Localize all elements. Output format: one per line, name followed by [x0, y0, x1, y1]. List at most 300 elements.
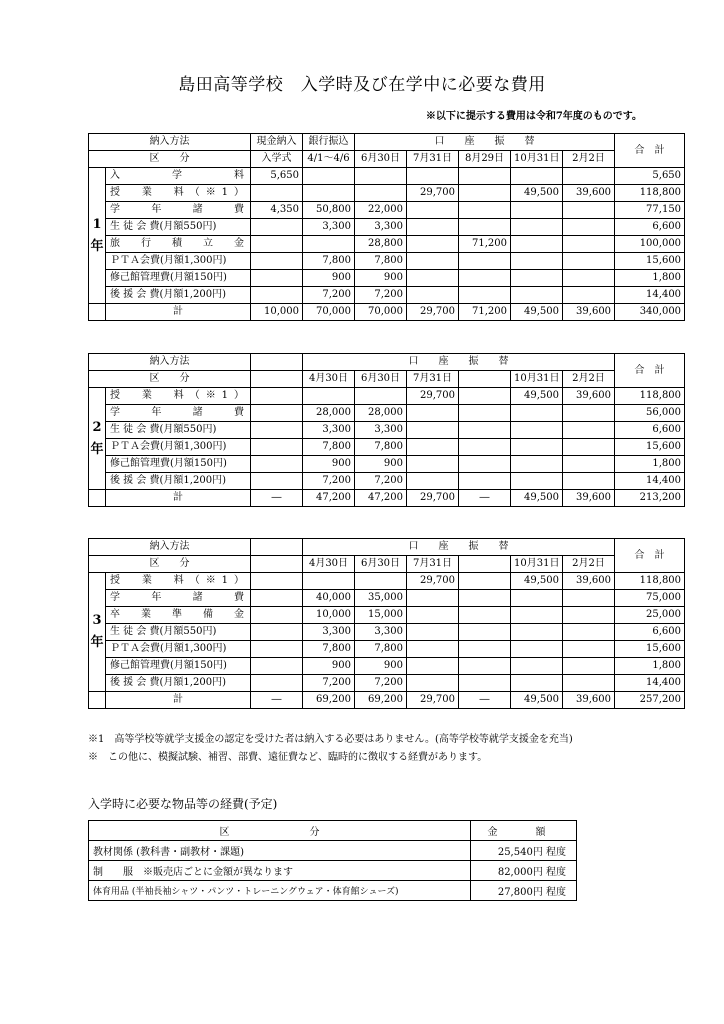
fee-item-label: 後 援 会 費(月額1,200円) [106, 287, 251, 304]
fee-amount: 40,000 [303, 590, 355, 607]
fee-amount [407, 168, 459, 185]
fee-amount: 22,000 [355, 202, 407, 219]
fee-amount: 3,300 [303, 624, 355, 641]
sum-amount: 71,200 [459, 304, 511, 321]
fee-amount [511, 236, 563, 253]
fee-amount: 900 [355, 270, 407, 287]
sum-amount: 39,600 [563, 490, 615, 507]
fee-amount [511, 641, 563, 658]
fee-row-total: 15,600 [615, 253, 685, 270]
fee-amount [459, 624, 511, 641]
fee-amount [407, 202, 459, 219]
fee-amount [511, 439, 563, 456]
fee-amount [303, 185, 355, 202]
fee-item-label: 生 徒 会 費(月額550円) [106, 624, 251, 641]
fee-item-label: 後 援 会 費(月額1,200円) [106, 675, 251, 692]
sum-amount: 70,000 [355, 304, 407, 321]
fee-amount [459, 473, 511, 490]
sum-amount: 10,000 [251, 304, 303, 321]
fee-amount: 900 [355, 456, 407, 473]
fee-row-total: 14,400 [615, 675, 685, 692]
fee-row-total: 1,800 [615, 658, 685, 675]
fee-amount [563, 219, 615, 236]
fee-amount: 900 [303, 270, 355, 287]
header-payment-method: 納入方法 [89, 134, 251, 151]
header-date: 入学式 [251, 151, 303, 168]
fee-amount [459, 405, 511, 422]
fee-item-label: 授 業 料（※1） [106, 388, 251, 405]
sum-amount: ― [459, 490, 511, 507]
fee-amount [407, 439, 459, 456]
fee-amount [407, 473, 459, 490]
fee-amount [459, 219, 511, 236]
fee-row-total: 100,000 [615, 236, 685, 253]
fee-amount [407, 624, 459, 641]
fee-amount [407, 422, 459, 439]
fee-amount [459, 456, 511, 473]
fee-amount [251, 439, 303, 456]
fee-amount [251, 236, 303, 253]
header-row-dates [89, 151, 685, 168]
header-total: 合 計 [615, 539, 685, 573]
goods-header-category: 区 分 [89, 821, 471, 841]
fee-amount: 28,800 [355, 236, 407, 253]
fee-amount: 39,600 [563, 388, 615, 405]
sum-amount: 69,200 [303, 692, 355, 709]
sum-amount: ― [251, 490, 303, 507]
fee-amount [251, 641, 303, 658]
goods-section-title: 入学時に必要な物品等の経費(予定) [88, 797, 278, 811]
fee-amount: 900 [355, 658, 407, 675]
fee-amount: 29,700 [407, 573, 459, 590]
fee-amount [251, 185, 303, 202]
header-row-payment-method [89, 134, 685, 151]
fee-amount: 71,200 [459, 236, 511, 253]
fee-row-total: 1,800 [615, 456, 685, 473]
fee-amount [459, 439, 511, 456]
header-date: 10月31日 [511, 151, 563, 168]
fee-amount [563, 658, 615, 675]
sum-amount: 47,200 [303, 490, 355, 507]
fee-item-label: 生 徒 会 費(月額550円) [106, 219, 251, 236]
sum-amount: 70,000 [303, 304, 355, 321]
grade-label: 1 年 [89, 168, 106, 304]
fee-amount: 900 [303, 658, 355, 675]
fee-row [89, 236, 685, 253]
fee-row [89, 388, 685, 405]
goods-amount: 82,000円 程度 [471, 861, 577, 881]
fee-amount: 50,800 [303, 202, 355, 219]
sum-label: 計 [106, 490, 251, 507]
fee-amount [511, 219, 563, 236]
header-account-transfer: 口 座 振 替 [303, 539, 615, 556]
fee-amount: 7,200 [355, 287, 407, 304]
fee-amount: 7,800 [303, 253, 355, 270]
fee-amount [407, 607, 459, 624]
fee-amount: 10,000 [303, 607, 355, 624]
fee-amount [407, 675, 459, 692]
fee-amount [511, 287, 563, 304]
fee-amount [407, 253, 459, 270]
year2-fee-table [88, 353, 685, 507]
fee-row [89, 185, 685, 202]
header-date: 6月30日 [355, 556, 407, 573]
fee-amount [563, 675, 615, 692]
fee-row [89, 422, 685, 439]
page-title: 島田高等学校 入学時及び在学中に必要な費用 [178, 75, 546, 95]
header-date: 4月30日 [303, 371, 355, 388]
fee-amount [407, 456, 459, 473]
goods-amount: 25,540円 程度 [471, 841, 577, 861]
fee-amount: 3,300 [355, 422, 407, 439]
fee-item-label: 修己館管理費(月額150円) [106, 270, 251, 287]
fee-item-label: 修己館管理費(月額150円) [106, 456, 251, 473]
sum-grand-total: 340,000 [615, 304, 685, 321]
fee-amount [407, 219, 459, 236]
fee-row [89, 287, 685, 304]
fee-row-total: 15,600 [615, 439, 685, 456]
fee-amount [563, 253, 615, 270]
fee-amount [459, 168, 511, 185]
fee-row [89, 405, 685, 422]
header-row-dates [89, 371, 685, 388]
fee-amount [407, 658, 459, 675]
fee-row-total: 14,400 [615, 473, 685, 490]
fee-amount [563, 270, 615, 287]
fee-item-label: ＰＴＡ会費(月額1,300円) [106, 439, 251, 456]
fee-amount [563, 202, 615, 219]
header-date: 10月31日 [511, 371, 563, 388]
header-row-payment-method [89, 539, 685, 556]
fee-amount [459, 388, 511, 405]
header-date: 2月2日 [563, 371, 615, 388]
sum-row [89, 692, 685, 709]
header-category: 区 分 [89, 556, 251, 573]
fee-item-label: 旅 行 積 立 金 [106, 236, 251, 253]
header-account-transfer: 口 座 振 替 [355, 134, 615, 151]
header-date: 8月29日 [459, 151, 511, 168]
goods-amount: 27,800円 程度 [471, 881, 577, 901]
goods-table [88, 820, 577, 901]
fee-row [89, 439, 685, 456]
fee-row [89, 473, 685, 490]
fee-amount [511, 405, 563, 422]
header-blank [251, 539, 303, 556]
header-account-transfer: 口 座 振 替 [303, 354, 615, 371]
sum-amount: 39,600 [563, 304, 615, 321]
header-bank-transfer: 銀行振込 [303, 134, 355, 151]
fee-amount: 7,200 [303, 675, 355, 692]
fee-amount [511, 473, 563, 490]
fee-amount [355, 168, 407, 185]
fee-amount: 5,650 [251, 168, 303, 185]
fee-amount [251, 456, 303, 473]
grade-label: 3 年 [89, 573, 106, 692]
sum-spacer [89, 304, 106, 321]
fee-row-total: 6,600 [615, 219, 685, 236]
fee-row-total: 75,000 [615, 590, 685, 607]
header-date [251, 556, 303, 573]
sum-amount: 49,500 [511, 304, 563, 321]
fee-amount [251, 388, 303, 405]
fee-amount [303, 168, 355, 185]
fee-row-total: 118,800 [615, 185, 685, 202]
fee-amount [459, 590, 511, 607]
sum-amount: ― [459, 692, 511, 709]
sum-label: 計 [106, 692, 251, 709]
fee-amount: 7,800 [303, 641, 355, 658]
goods-row [89, 861, 577, 881]
fee-amount [511, 422, 563, 439]
fee-amount [563, 168, 615, 185]
fee-amount [459, 658, 511, 675]
fee-amount: 49,500 [511, 388, 563, 405]
fee-amount [563, 641, 615, 658]
goods-item: 教材関係 (教科書・副教材・課題) [89, 841, 471, 861]
fee-amount: 3,300 [355, 219, 407, 236]
fee-amount [407, 287, 459, 304]
fee-amount [563, 473, 615, 490]
header-payment-method: 納入方法 [89, 539, 251, 556]
fee-amount [459, 607, 511, 624]
header-row-payment-method [89, 354, 685, 371]
fee-amount: 7,800 [355, 641, 407, 658]
goods-row [89, 881, 577, 901]
header-total: 合 計 [615, 134, 685, 168]
fee-amount [563, 287, 615, 304]
header-category: 区 分 [89, 371, 251, 388]
fee-amount [251, 607, 303, 624]
fee-row [89, 607, 685, 624]
goods-row [89, 841, 577, 861]
fee-amount [251, 270, 303, 287]
fee-amount: 39,600 [563, 185, 615, 202]
sum-grand-total: 213,200 [615, 490, 685, 507]
fee-row [89, 641, 685, 658]
fee-amount: 29,700 [407, 388, 459, 405]
fee-amount [511, 658, 563, 675]
sum-label: 計 [106, 304, 251, 321]
goods-header-row [89, 821, 577, 841]
sum-amount: 49,500 [511, 490, 563, 507]
fee-amount [251, 405, 303, 422]
fee-amount [511, 202, 563, 219]
sum-amount: ― [251, 692, 303, 709]
fee-amount: 7,800 [355, 439, 407, 456]
sum-amount: 29,700 [407, 304, 459, 321]
fee-amount [459, 185, 511, 202]
fee-amount: 7,800 [303, 439, 355, 456]
fee-row [89, 270, 685, 287]
fee-amount [459, 287, 511, 304]
fee-row [89, 573, 685, 590]
sum-amount: 69,200 [355, 692, 407, 709]
sum-row [89, 304, 685, 321]
fee-item-label: 後 援 会 費(月額1,200円) [106, 473, 251, 490]
footnote-2: ※ この他に、模擬試験、補習、部費、遠征費など、臨時的に徴収する経費があります。 [88, 752, 488, 763]
fee-row [89, 658, 685, 675]
fee-amount [407, 590, 459, 607]
sum-spacer [89, 490, 106, 507]
sum-amount: 47,200 [355, 490, 407, 507]
fee-row-total: 118,800 [615, 573, 685, 590]
fee-item-label: 修己館管理費(月額150円) [106, 658, 251, 675]
fee-item-label: 授 業 料（※1） [106, 573, 251, 590]
header-date: 2月2日 [563, 556, 615, 573]
fee-amount [407, 270, 459, 287]
header-total: 合 計 [615, 354, 685, 388]
fee-amount [251, 675, 303, 692]
fee-amount [355, 388, 407, 405]
fee-amount [563, 236, 615, 253]
sum-amount: 29,700 [407, 490, 459, 507]
fee-amount: 4,350 [251, 202, 303, 219]
fee-row-total: 25,000 [615, 607, 685, 624]
fee-amount [303, 236, 355, 253]
fee-amount [459, 573, 511, 590]
fee-row [89, 675, 685, 692]
fee-amount [251, 573, 303, 590]
fee-amount [355, 185, 407, 202]
header-date: 4/1～4/6 [303, 151, 355, 168]
header-category: 区 分 [89, 151, 251, 168]
fee-amount [251, 590, 303, 607]
fee-row-total: 14,400 [615, 287, 685, 304]
sum-spacer [89, 692, 106, 709]
fee-row-total: 118,800 [615, 388, 685, 405]
fee-item-label: 学 年 諸 費 [106, 405, 251, 422]
sum-row [89, 490, 685, 507]
fee-amount [563, 439, 615, 456]
footnotes [88, 731, 573, 767]
fee-row-total: 56,000 [615, 405, 685, 422]
footnote-1: ※1 高等学校等就学支援金の認定を受けた者は納入する必要はありません。(高等学校等就学支援金を充当) [88, 734, 573, 745]
fee-amount [251, 253, 303, 270]
fee-amount [355, 573, 407, 590]
fee-amount [511, 675, 563, 692]
sum-amount: 29,700 [407, 692, 459, 709]
fee-amount [459, 202, 511, 219]
fee-amount: 29,700 [407, 185, 459, 202]
fiscal-year-note: ※以下に提示する費用は令和7年度のものです。 [425, 111, 642, 122]
header-date [251, 371, 303, 388]
fee-amount: 3,300 [303, 422, 355, 439]
fee-amount [563, 590, 615, 607]
header-date: 7月31日 [407, 151, 459, 168]
fee-row-total: 6,600 [615, 422, 685, 439]
fee-amount: 35,000 [355, 590, 407, 607]
fee-item-label: ＰＴＡ会費(月額1,300円) [106, 641, 251, 658]
fee-amount [511, 607, 563, 624]
header-row-dates [89, 556, 685, 573]
fee-item-label: 入 学 料 [106, 168, 251, 185]
fee-amount [459, 641, 511, 658]
fee-row-total: 15,600 [615, 641, 685, 658]
header-date [459, 556, 511, 573]
fee-amount [563, 422, 615, 439]
fee-row-total: 5,650 [615, 168, 685, 185]
header-cash: 現金納入 [251, 134, 303, 151]
grade-label: 2 年 [89, 388, 106, 490]
fee-amount: 39,600 [563, 573, 615, 590]
fee-amount [511, 456, 563, 473]
header-payment-method: 納入方法 [89, 354, 251, 371]
fee-amount [511, 624, 563, 641]
fee-row [89, 456, 685, 473]
fee-item-label: 学 年 諸 費 [106, 202, 251, 219]
fee-row [89, 253, 685, 270]
fee-amount [251, 422, 303, 439]
goods-item: 制 服 ※販売店ごとに金額が異なります [89, 861, 471, 881]
fee-amount [511, 270, 563, 287]
fee-row [89, 624, 685, 641]
header-date: 10月31日 [511, 556, 563, 573]
fee-amount [251, 219, 303, 236]
fee-amount [511, 168, 563, 185]
fee-amount [459, 675, 511, 692]
fee-row [89, 202, 685, 219]
sum-grand-total: 257,200 [615, 692, 685, 709]
fee-amount: 3,300 [303, 219, 355, 236]
fee-amount: 7,200 [355, 675, 407, 692]
header-date: 7月31日 [407, 556, 459, 573]
header-date: 2月2日 [563, 151, 615, 168]
goods-item: 体育用品 (半袖長袖シャツ・パンツ・トレーニングウェア・体育館シューズ) [89, 881, 471, 901]
fee-amount [251, 624, 303, 641]
fee-amount: 900 [303, 456, 355, 473]
fee-amount [407, 405, 459, 422]
fee-row-total: 77,150 [615, 202, 685, 219]
fee-amount: 28,000 [303, 405, 355, 422]
fee-row-total: 6,600 [615, 624, 685, 641]
fee-amount [251, 473, 303, 490]
fee-item-label: 授 業 料（※1） [106, 185, 251, 202]
fee-amount [563, 405, 615, 422]
fee-amount [511, 590, 563, 607]
fee-row-total: 1,800 [615, 270, 685, 287]
fee-amount [511, 253, 563, 270]
goods-header-amount: 金 額 [471, 821, 577, 841]
fee-amount: 49,500 [511, 185, 563, 202]
fee-amount [251, 658, 303, 675]
fee-item-label: 生 徒 会 費(月額550円) [106, 422, 251, 439]
fee-amount [563, 624, 615, 641]
fee-amount [459, 270, 511, 287]
fee-amount: 49,500 [511, 573, 563, 590]
fee-amount [563, 607, 615, 624]
fee-amount [459, 422, 511, 439]
fee-row [89, 168, 685, 185]
fee-amount [303, 388, 355, 405]
fee-amount [303, 573, 355, 590]
fee-amount: 7,800 [355, 253, 407, 270]
fee-amount [407, 641, 459, 658]
fee-amount [407, 236, 459, 253]
fee-item-label: ＰＴＡ会費(月額1,300円) [106, 253, 251, 270]
header-date [459, 371, 511, 388]
header-date: 4月30日 [303, 556, 355, 573]
year1-fee-table [88, 133, 685, 321]
fee-amount [251, 287, 303, 304]
fee-amount: 28,000 [355, 405, 407, 422]
header-blank [251, 354, 303, 371]
header-date: 7月31日 [407, 371, 459, 388]
year3-fee-table [88, 538, 685, 709]
fee-item-label: 卒 業 準 備 金 [106, 607, 251, 624]
fee-row [89, 590, 685, 607]
sum-amount: 39,600 [563, 692, 615, 709]
fee-amount: 7,200 [303, 287, 355, 304]
